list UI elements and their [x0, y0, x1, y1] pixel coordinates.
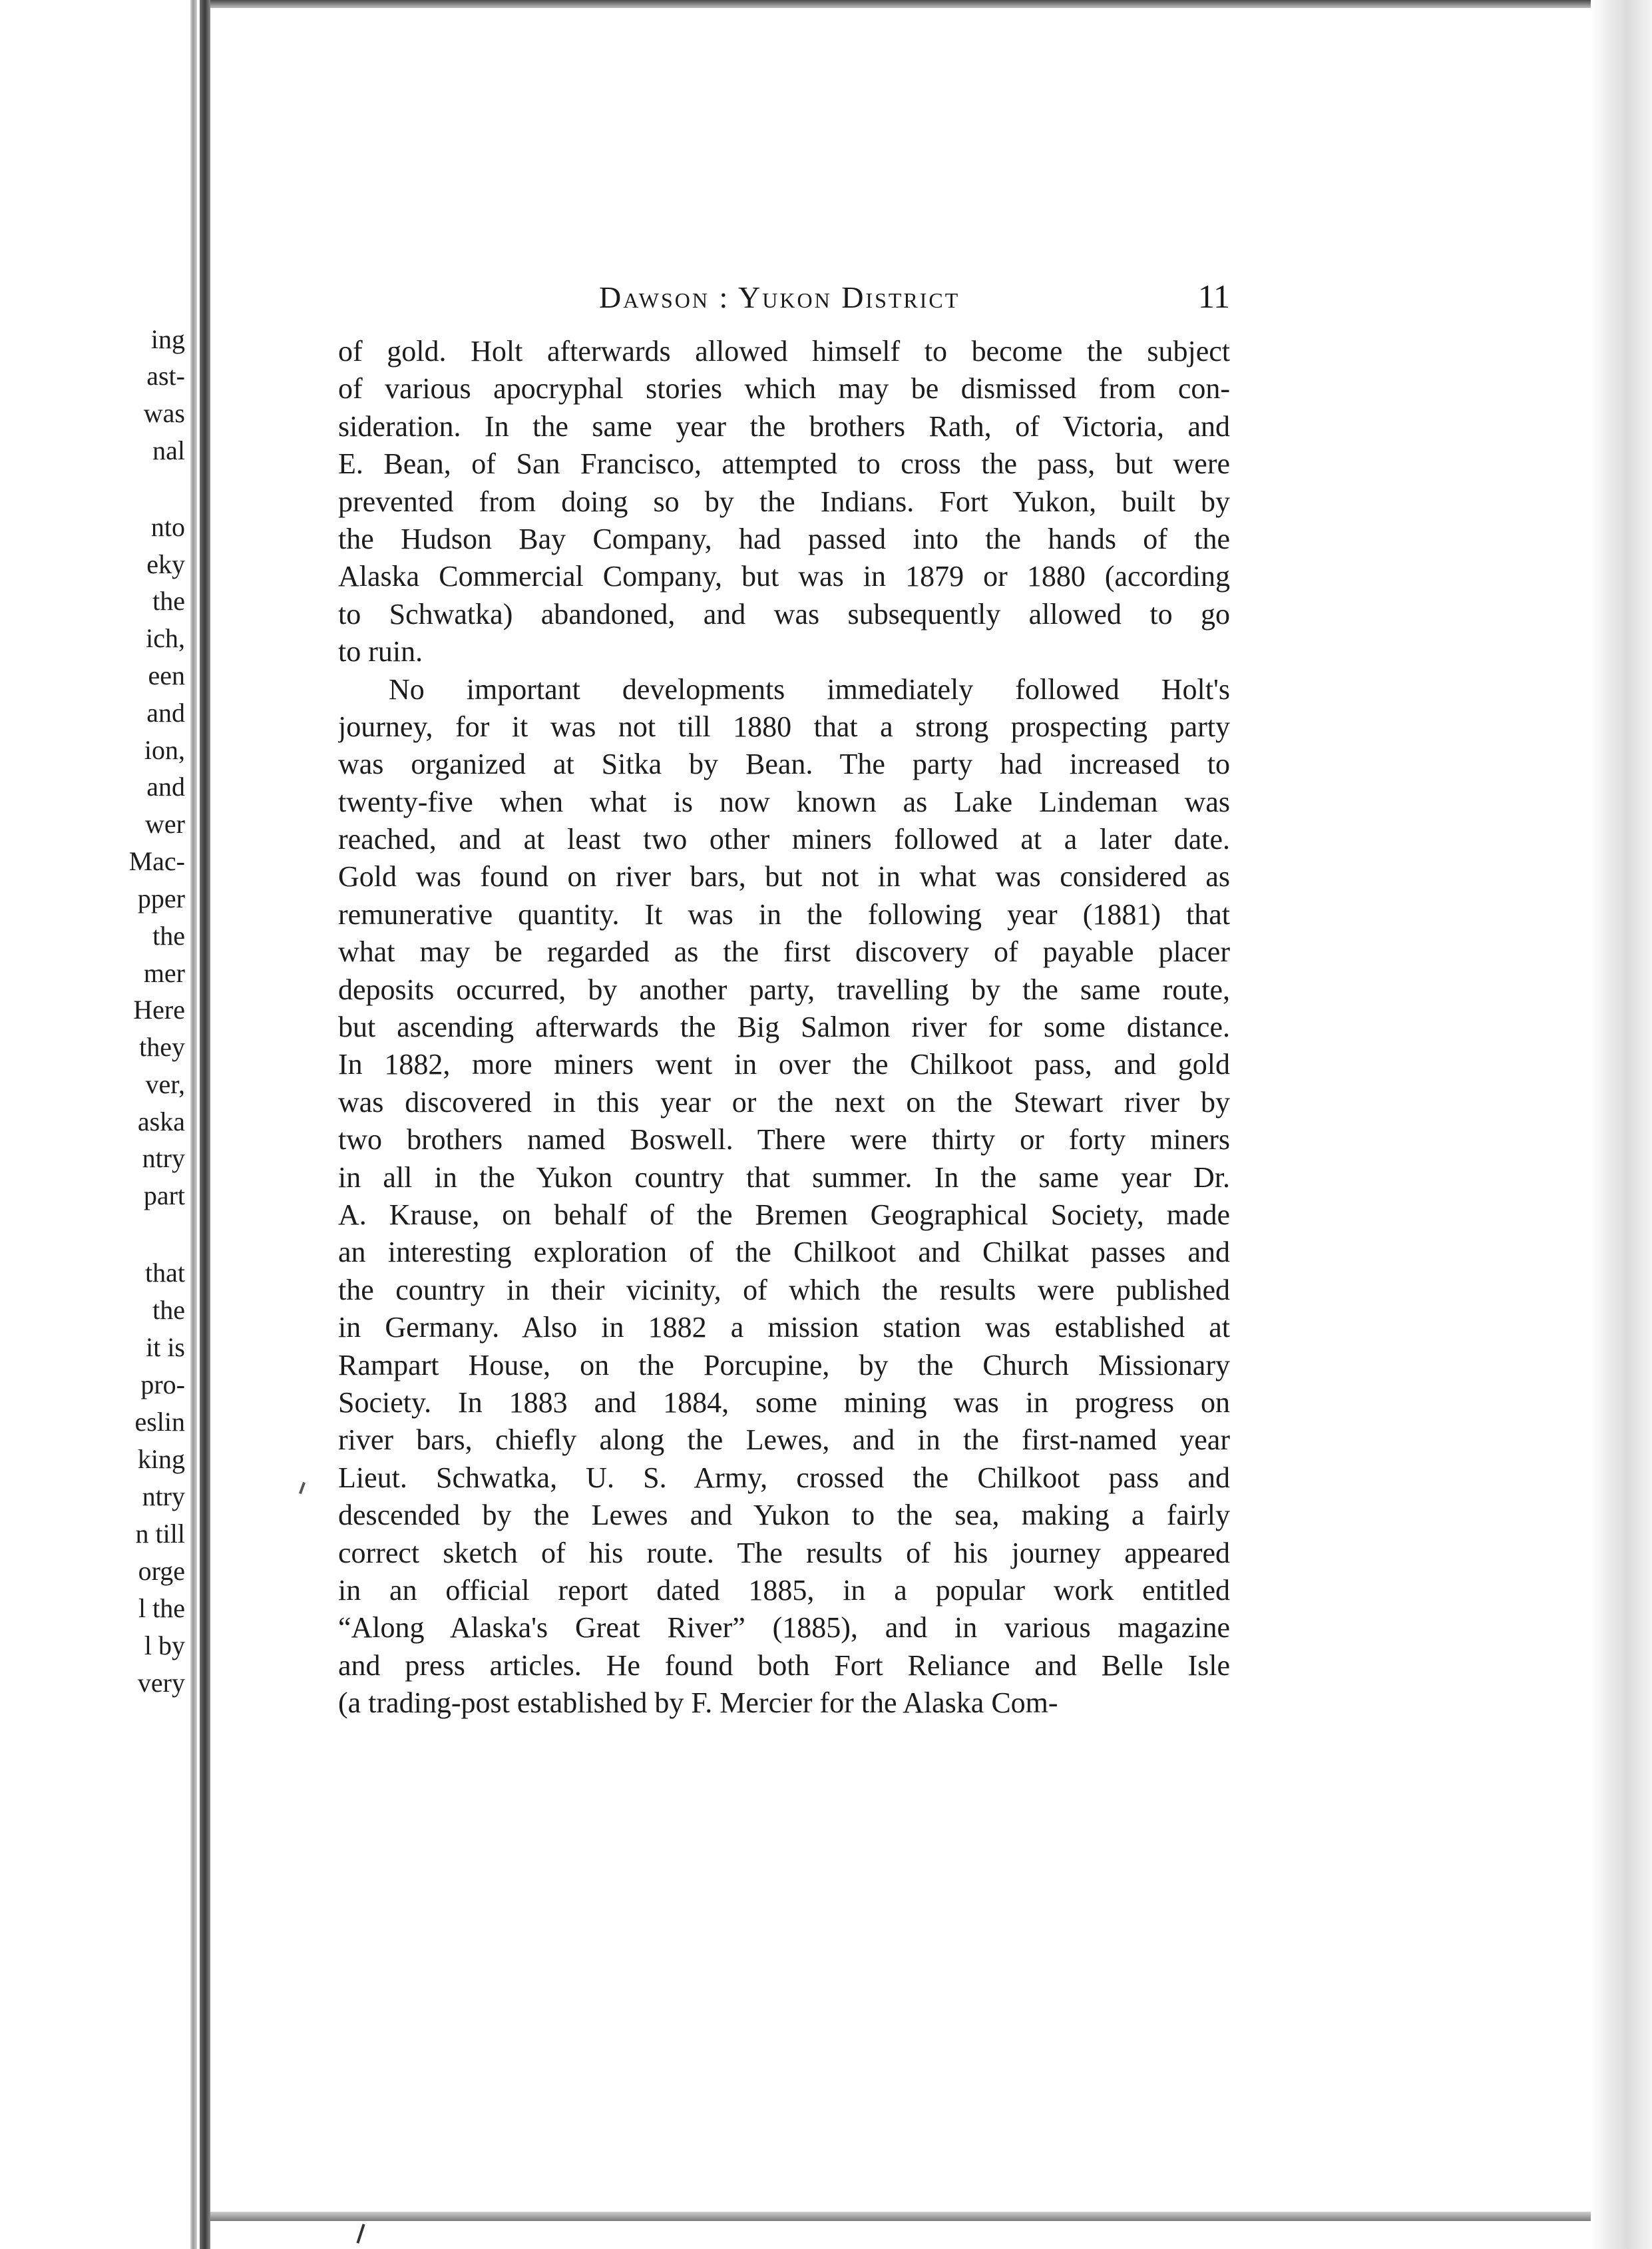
facing-page-line: ast-	[146, 361, 185, 391]
facing-page-line: it is	[146, 1332, 185, 1362]
facing-page-line: that	[145, 1258, 185, 1288]
text-line: the country in their vicinity, of which the results were published	[338, 1273, 1230, 1306]
facing-page-line: nal	[152, 435, 185, 465]
page-edge-left	[200, 0, 210, 2249]
text-line: reached, and at least two other miners followed at a later date.	[338, 823, 1230, 856]
text-line: twenty-five when what is now known as Lake Lindeman was	[338, 785, 1230, 818]
facing-page-line: pper	[137, 883, 185, 913]
facing-page-line: and	[146, 772, 185, 802]
text-line: E. Bean, of San Francisco, attempted to cross the pass, but were	[338, 447, 1230, 481]
text-line: but ascending afterwards the Big Salmon river for some distance.	[338, 1011, 1230, 1044]
page-edge-top	[210, 0, 1595, 8]
facing-page-line: nto	[150, 512, 185, 542]
facing-page-line: very	[137, 1668, 185, 1698]
facing-page-line: eky	[146, 549, 185, 579]
facing-page-line: was	[143, 398, 185, 428]
text-line: to Schwatka) abandoned, and was subsequently allowed to go	[338, 597, 1230, 630]
text-line: in Germany. Also in 1882 a mission station was established at	[338, 1311, 1230, 1344]
page-edge-right	[1591, 0, 1652, 2249]
text-line: “Along Alaska's Great River” (1885), and in various magazine	[338, 1611, 1230, 1644]
text-line: two brothers named Boswell. There were thirty or forty miners	[338, 1123, 1230, 1156]
facing-page-line: they	[139, 1032, 185, 1062]
text-line: Rampart House, on the Porcupine, by the Church Missionary	[338, 1348, 1230, 1381]
text-line: river bars, chiefly along the Lewes, and in the first-named year	[338, 1423, 1230, 1457]
page-number: 11	[1197, 278, 1230, 315]
facing-page-line: orge	[138, 1556, 185, 1586]
text-line: was discovered in this year or the next on the Stewart river by	[338, 1085, 1230, 1119]
facing-page-line: the	[152, 921, 185, 951]
text-line: remunerative quantity. It was in the following year (1881) that	[338, 897, 1230, 931]
text-line: the Hudson Bay Company, had passed into the hands of the	[338, 522, 1230, 555]
text-line: to ruin.	[338, 635, 423, 668]
facing-page-line: ntry	[142, 1481, 185, 1511]
text-line: No important developments immediately followed Holt's	[389, 672, 1230, 706]
text-line: of various apocryphal stories which may be dismissed from con-	[338, 372, 1230, 405]
text-line: A. Krause, on behalf of the Bremen Geographical Society, made	[338, 1198, 1230, 1231]
text-line: Gold was found on river bars, but not in what was considered as	[338, 860, 1230, 893]
text-line: In 1882, more miners went in over the Chilkoot pass, and gold	[338, 1048, 1230, 1081]
text-line: correct sketch of his route. The results of his journey appeared	[338, 1536, 1230, 1569]
facing-page-line: ion,	[144, 735, 185, 765]
facing-page-line: een	[148, 660, 185, 690]
facing-page-line: l the	[138, 1593, 185, 1623]
facing-page-line: ver,	[145, 1069, 185, 1099]
facing-page-line: the	[152, 1295, 185, 1325]
text-line: Society. In 1883 and 1884, some mining was in progress on	[338, 1385, 1230, 1419]
gutter-shadow	[190, 0, 197, 2249]
facing-page-line: ing	[150, 324, 185, 354]
facing-page-line: mer	[143, 958, 185, 988]
text-line: in all in the Yukon country that summer. In the same year Dr.	[338, 1160, 1230, 1194]
facing-page-line: and	[146, 698, 185, 728]
facing-page-line: Here	[133, 995, 185, 1025]
text-line: and press articles. He found both Fort Reliance and Belle Isle	[338, 1648, 1230, 1682]
facing-page-line: king	[137, 1444, 185, 1474]
text-line: of gold. Holt afterwards allowed himself to become the subject	[338, 335, 1230, 368]
facing-page-line: l by	[144, 1630, 185, 1660]
facing-page-line: wer	[145, 809, 185, 839]
text-line: was organized at Sitka by Bean. The party had increased to	[338, 748, 1230, 781]
text-line: prevented from doing so by the Indians. Fort Yukon, built by	[338, 485, 1230, 518]
facing-page-line: pro-	[140, 1370, 185, 1399]
text-line: descended by the Lewes and Yukon to the sea, making a fairly	[338, 1499, 1230, 1532]
facing-page-text	[0, 0, 192, 2249]
facing-page-line: ich,	[146, 623, 185, 653]
facing-page-line: ntry	[142, 1143, 185, 1173]
text-line: journey, for it was not till 1880 that a strong prospecting party	[338, 710, 1230, 743]
facing-page-line: Mac-	[128, 846, 185, 876]
text-line: sideration. In the same year the brothers Rath, of Victoria, and	[338, 409, 1230, 443]
text-line: Lieut. Schwatka, U. S. Army, crossed the Chilkoot pass and	[338, 1461, 1230, 1494]
text-line: in an official report dated 1885, in a popular work entitled	[338, 1573, 1230, 1607]
stray-mark	[299, 1482, 306, 1494]
facing-page-line: aska	[137, 1107, 185, 1136]
running-head	[333, 280, 1238, 320]
text-line: an interesting exploration of the Chilkoot and Chilkat passes and	[338, 1236, 1230, 1269]
text-line: what may be regarded as the first discovery of payable placer	[338, 935, 1230, 969]
running-title: Dawson : Yukon District	[599, 280, 960, 314]
text-line: Alaska Commercial Company, but was in 1879 or 1880 (according	[338, 560, 1230, 593]
facing-page-line: part	[143, 1180, 185, 1210]
body-text	[338, 333, 1230, 1722]
stray-mark-bottom	[356, 2224, 365, 2244]
facing-page-line: eslin	[134, 1407, 185, 1437]
page-edge-bottom	[210, 2212, 1595, 2221]
facing-page-fragment	[0, 0, 192, 2249]
facing-page-line: the	[152, 586, 185, 616]
text-line: deposits occurred, by another party, travelling by the same route,	[338, 973, 1230, 1006]
facing-page-line: n till	[135, 1519, 185, 1549]
text-line: (a trading-post established by F. Mercier for the Alaska Com-	[338, 1686, 1058, 1720]
